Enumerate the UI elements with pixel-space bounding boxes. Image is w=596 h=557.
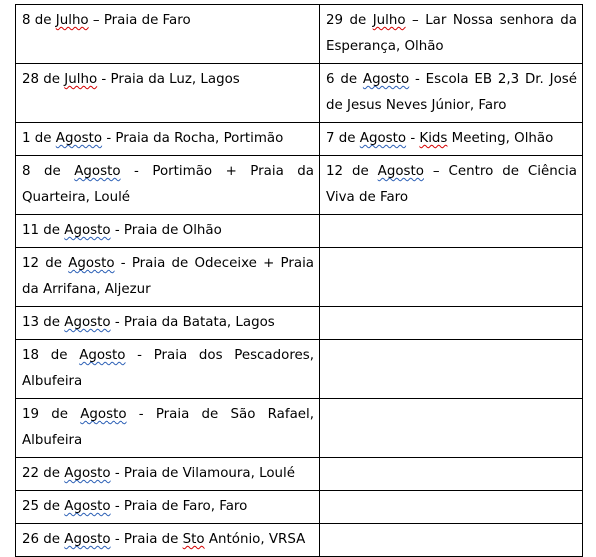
event-location: - Praia de São Rafael, Albufeira: [22, 407, 314, 448]
table-cell: [320, 5, 583, 64]
table-cell: [16, 399, 320, 458]
schedule-table: [15, 4, 583, 557]
spellcheck-month: Agosto: [55, 131, 103, 146]
event-location: - Praia da Luz, Lagos: [97, 72, 240, 87]
spellcheck-month: Agosto: [79, 348, 126, 363]
table-row: [16, 491, 583, 524]
table-cell-empty: [320, 215, 583, 248]
table-cell: [16, 491, 320, 524]
date-day: 8 de: [22, 164, 75, 179]
event-location: - Praia de Olhão: [110, 223, 222, 238]
table-cell-empty: [320, 491, 583, 524]
table-row: [16, 64, 583, 123]
date-day: 12 de: [326, 164, 378, 179]
table-cell: [16, 123, 320, 156]
date-day: 12 de: [22, 256, 69, 271]
event-location: António, VRSA: [204, 532, 306, 547]
event-location: - Praia de Odeceixe + Praia da Arrifana, Aljezur: [22, 256, 314, 297]
date-day: 22 de: [22, 466, 65, 481]
table-row: [16, 123, 583, 156]
event-location: - Portimão + Praia da Quarteira, Loulé: [22, 164, 314, 205]
date-day: 26 de: [22, 532, 65, 547]
date-day: 8 de: [22, 13, 56, 28]
table-cell: [16, 248, 320, 307]
table-cell: [320, 156, 583, 215]
table-cell: [16, 340, 320, 399]
event-location: – Praia de Faro: [88, 13, 191, 28]
date-day: 19 de: [22, 407, 81, 422]
event-location: – Centro de Ciência Viva de Faro: [326, 164, 577, 205]
spellcheck-month: Agosto: [359, 131, 407, 146]
table-row: [16, 5, 583, 64]
spellcheck-month: Agosto: [68, 256, 115, 271]
separator-text: -: [406, 131, 420, 146]
spellcheck-month: Agosto: [64, 315, 111, 330]
event-location: – Lar Nossa senhora da Esperança, Olhão: [326, 13, 577, 54]
spellcheck-word: Kids: [419, 131, 448, 146]
table-cell: [16, 5, 320, 64]
table-cell-empty: [320, 399, 583, 458]
date-day: 11 de: [22, 223, 65, 238]
spellcheck-month: Julho: [55, 13, 89, 28]
table-row: [16, 248, 583, 307]
separator-text: - Praia de: [110, 532, 183, 547]
date-day: 1 de: [22, 131, 56, 146]
table-row: [16, 215, 583, 248]
table-row: [16, 340, 583, 399]
table-cell-empty: [320, 307, 583, 340]
date-day: 7 de: [326, 131, 360, 146]
event-location: Meeting, Olhão: [447, 131, 554, 146]
date-day: 29 de: [326, 13, 373, 28]
spellcheck-month: Agosto: [64, 223, 111, 238]
event-location: - Praia de Vilamoura, Loulé: [110, 466, 295, 481]
table-cell-empty: [320, 458, 583, 491]
event-location: - Escola EB 2,3 Dr. José de Jesus Neves Júnior, Faro: [326, 72, 577, 113]
table-cell: [16, 458, 320, 491]
spellcheck-month: Julho: [64, 72, 98, 87]
date-day: 18 de: [22, 348, 80, 363]
date-day: 25 de: [22, 499, 65, 514]
table-cell-empty: [320, 524, 583, 557]
spellcheck-month: Agosto: [74, 164, 121, 179]
date-day: 13 de: [22, 315, 65, 330]
table-row: [16, 458, 583, 491]
date-day: 6 de: [326, 72, 363, 87]
table-row: [16, 307, 583, 340]
event-location: - Praia da Rocha, Portimão: [102, 131, 284, 146]
table-cell: [16, 307, 320, 340]
table-cell: [320, 123, 583, 156]
spellcheck-month: Agosto: [64, 466, 111, 481]
spellcheck-month: Agosto: [362, 72, 410, 87]
table-cell: [16, 156, 320, 215]
event-location: - Praia de Faro, Faro: [110, 499, 248, 514]
spellcheck-month: Julho: [372, 13, 406, 28]
table-row: [16, 156, 583, 215]
table-row: [16, 399, 583, 458]
date-day: 28 de: [22, 72, 65, 87]
spellcheck-month: Agosto: [377, 164, 424, 179]
table-cell: [16, 524, 320, 557]
table-cell-empty: [320, 248, 583, 307]
table-row: [16, 524, 583, 557]
event-location: - Praia da Batata, Lagos: [110, 315, 275, 330]
table-cell: [320, 64, 583, 123]
spellcheck-month: Agosto: [64, 532, 111, 547]
spellcheck-month: Agosto: [64, 499, 111, 514]
table-cell: [16, 215, 320, 248]
spellcheck-month: Agosto: [80, 407, 127, 422]
table-cell: [16, 64, 320, 123]
table-cell-empty: [320, 340, 583, 399]
spellcheck-word: Sto: [182, 532, 205, 547]
event-location: - Praia dos Pescadores, Albufeira: [22, 348, 314, 389]
